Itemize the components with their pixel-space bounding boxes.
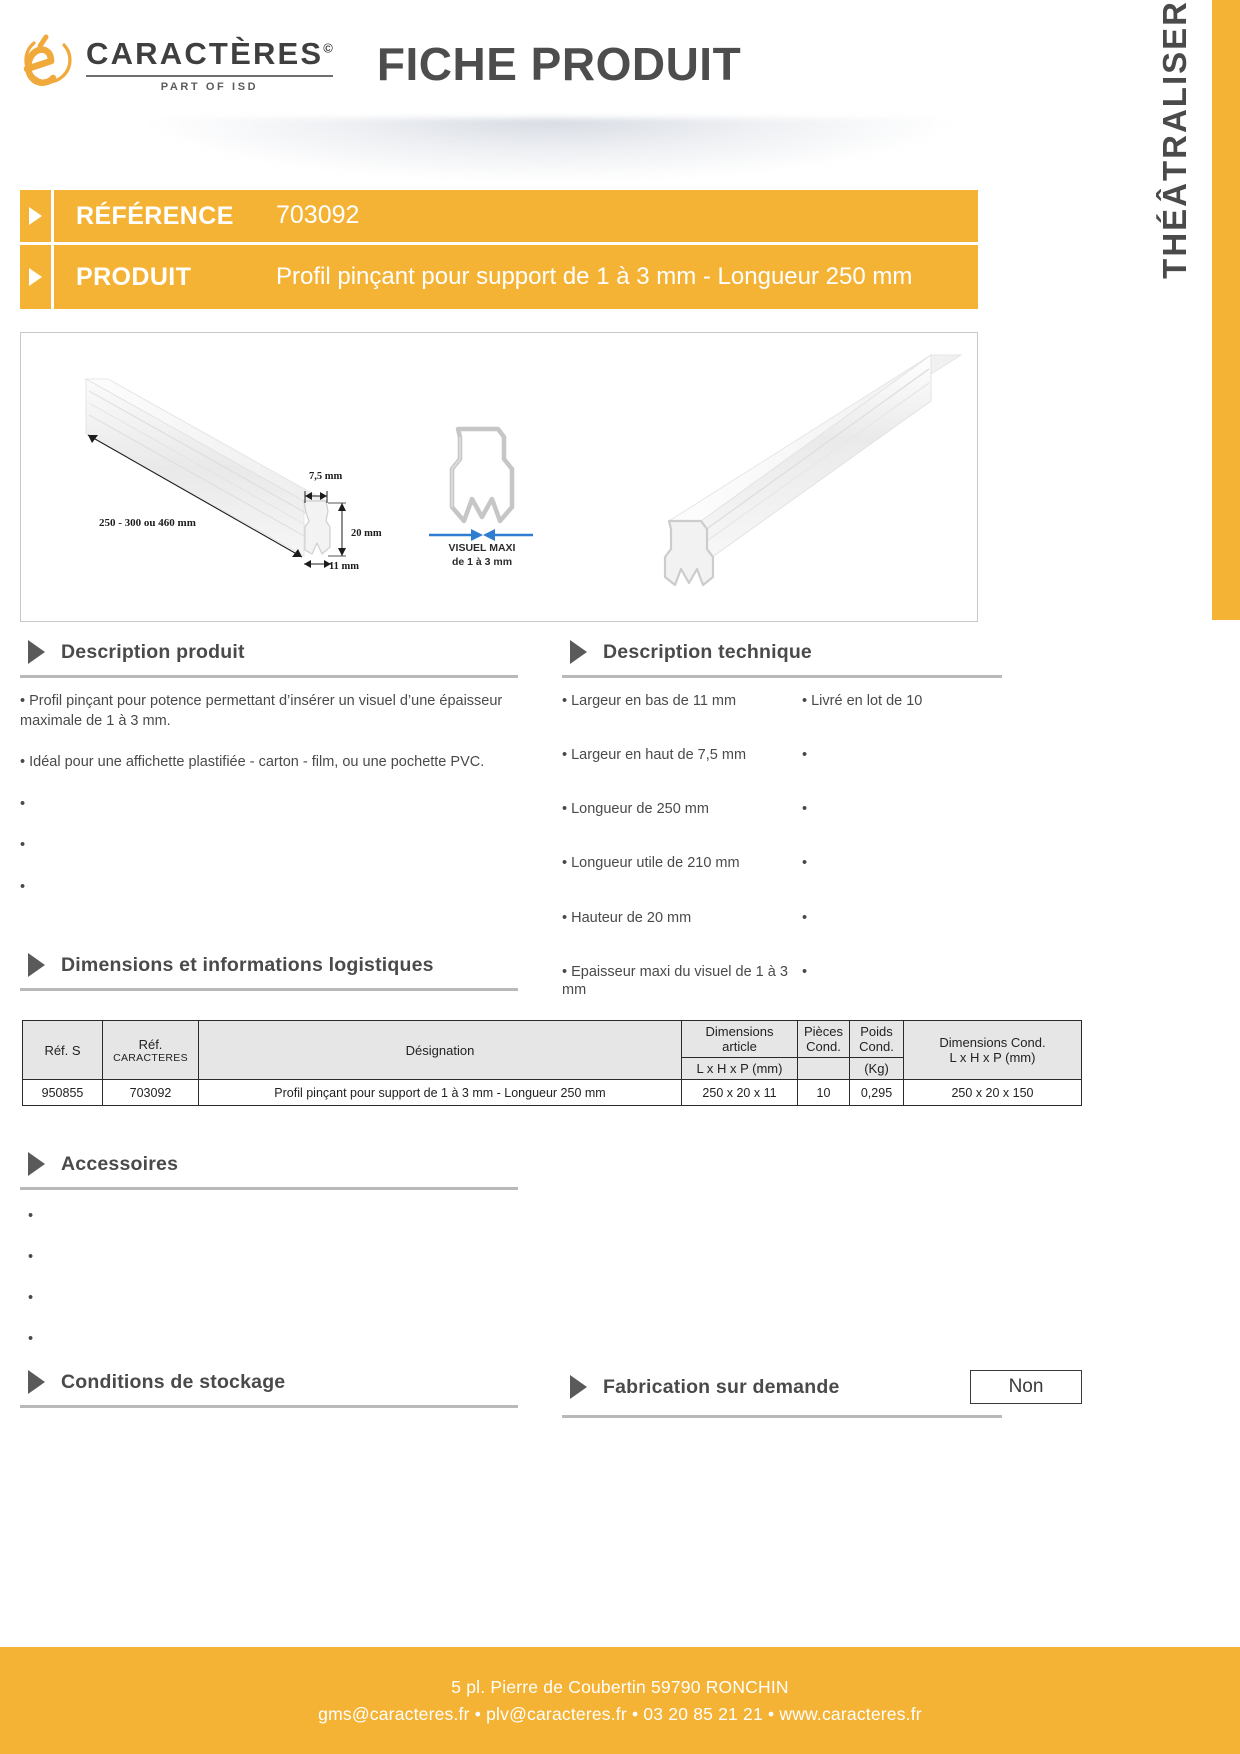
cell-poids-cond: 0,295 [850,1080,904,1106]
dimension-bottom-width-label: 11 mm [329,561,360,572]
list-item: • Livré en lot de 10 [802,692,1002,710]
logo-tagline: PART OF ISD [160,80,259,93]
description-technique-heading [562,640,1002,664]
list-item: • Hauteur de 20 mm [562,909,802,927]
reference-arrow-icon [20,190,54,242]
description-produit-title: Description produit [61,640,245,663]
technique-right-list [802,692,1002,1035]
accessoires-title: Accessoires [61,1152,179,1175]
visual-maxi-caption [417,541,547,569]
section-accessoires [20,1152,518,1372]
list-item: • Epaisseur maxi du visuel de 1 à 3 mm [562,963,802,999]
description-produit-heading [20,640,518,664]
list-item [20,836,518,856]
visual-maxi-line2: de 1 à 3 mm [451,556,513,569]
reference-bar [20,190,978,242]
th-dim-cond-title: Dimensions Cond. [939,1035,1046,1050]
product-photo-render [581,343,981,593]
list-item [802,746,1002,764]
section-conditions-stockage [20,1370,518,1408]
list-item [20,1249,518,1265]
logo-e-icon [18,33,72,95]
footer-address: 5 pl. Pierre de Coubertin 59790 RONCHIN [451,1676,789,1697]
th-ref-caracteres [103,1021,199,1080]
th-dim-cond-sub: L x H x P (mm) [949,1050,1036,1065]
table-body [23,1080,1082,1106]
section-fabrication-sur-demande [562,1370,1082,1418]
fabrication-title: Fabrication sur demande [603,1375,840,1398]
th-dimensions-cond [904,1021,1082,1080]
section-divider [562,1415,1002,1418]
section-divider [20,1187,518,1190]
th-poids-cond [850,1021,904,1058]
logo-wordmark [86,36,333,93]
cell-ref-caracteres: 703092 [103,1080,199,1106]
fabrication-answer-box: Non [970,1370,1082,1404]
th-dim-article-l2: article [722,1039,757,1054]
list-item: • Largeur en haut de 7,5 mm [562,746,802,764]
logo-e-circle-icon [18,33,72,95]
side-category-label [1138,0,1212,620]
th-dimensions-article [682,1021,798,1058]
dimension-top-width-label: 7,5 mm [309,471,343,482]
list-item [20,1331,518,1347]
section-divider [20,1405,518,1408]
section-arrow-icon [570,640,587,664]
logo-name-text: CARACTÈRES [86,35,324,71]
th-pieces-l2: Cond. [806,1039,841,1054]
product-arrow-icon [20,245,54,309]
side-category-text: THÉÂTRALISER [1156,0,1193,279]
reference-label: RÉFÉRENCE [76,201,234,230]
list-item [20,878,518,898]
cell-designation: Profil pinçant pour support de 1 à 3 mm - Longueur 250 mm [199,1080,682,1106]
th-pieces-l1: Pièces [803,1024,844,1039]
section-divider [20,675,518,678]
logistics-table-wrapper [22,1020,1082,1106]
section-divider [20,988,518,991]
logo-name [86,36,333,72]
th-poids-l2: Cond. [859,1039,894,1054]
logo-divider [86,75,333,77]
th-ref-main: Réf. [138,1036,163,1052]
list-item [20,795,518,815]
technique-left-list [562,692,802,1035]
section-description-produit [20,640,518,919]
dimensions-title: Dimensions et informations logistiques [61,953,434,976]
page-footer [0,1647,1240,1754]
cell-dimensions-article: 250 x 20 x 11 [682,1080,798,1106]
list-item: • Longueur de 250 mm [562,800,802,818]
th-poids-l1: Poids [860,1024,893,1039]
description-technique-title: Description technique [603,640,812,663]
stockage-title: Conditions de stockage [61,1370,286,1393]
cell-pieces-cond: 10 [798,1080,850,1106]
th-ref-s: Réf. S [23,1021,103,1080]
logo-copyright: © [323,40,333,56]
company-logo [18,33,333,95]
description-technique-columns [562,692,1002,1035]
dimensions-heading [20,953,518,977]
description-produit-list [20,692,518,897]
fabrication-heading-row [562,1370,1082,1404]
th-dim-article-l1: Dimensions [705,1024,774,1039]
th-dim-article-units: L x H x P (mm) [682,1058,798,1080]
list-item [20,1208,518,1224]
list-item: • Idéal pour une affichette plastifiée - carton - film, ou une pochette PVC. [20,753,518,773]
product-value: Profil pinçant pour support de 1 à 3 mm - Longueur 250 mm [276,262,913,290]
cell-dimensions-cond: 250 x 20 x 150 [904,1080,1082,1106]
section-arrow-icon [28,640,45,664]
th-ref-sub: CARACTERES [113,1051,188,1064]
list-item: • Profil pinçant pour potence permettant d’insérer un visuel d’une épaisseur maximale de 1 à 3 mm. [20,692,518,731]
visual-maxi-line1: VISUEL MAXI [448,542,516,554]
list-item [20,1290,518,1306]
section-arrow-icon [28,953,45,977]
logistics-table [22,1020,1082,1106]
dimension-height-label: 20 mm [351,528,382,539]
list-item [802,800,1002,818]
section-arrow-icon [570,1375,587,1399]
reference-bars [20,190,978,312]
list-item: • Largeur en bas de 11 mm [562,692,802,710]
th-pieces-units [798,1058,850,1080]
side-accent-bar [1212,0,1240,620]
page-title: FICHE PRODUIT [376,38,742,90]
section-arrow-icon [28,1152,45,1176]
reference-value: 703092 [276,201,360,230]
table-head [23,1021,1082,1080]
header-shadow-decoration [150,118,950,180]
section-arrow-icon [28,1370,45,1394]
list-item: • Longueur utile de 210 mm [562,854,802,872]
page-header [0,0,1105,128]
dimension-length-label: 250 - 300 ou 460 mm [99,517,196,529]
product-image-panel [20,332,978,622]
list-item [802,963,1002,981]
table-header-row [23,1021,1082,1058]
section-divider [562,675,1002,678]
fabrication-heading [562,1375,840,1399]
th-poids-units: (Kg) [850,1058,904,1080]
table-row [23,1080,1082,1106]
stockage-heading [20,1370,518,1394]
section-description-technique [562,640,1002,1035]
product-bar [20,245,978,309]
list-item [802,909,1002,927]
list-item [802,854,1002,872]
product-label: PRODUIT [76,262,192,291]
accessoires-heading [20,1152,518,1176]
cell-ref-s: 950855 [23,1080,103,1106]
th-pieces-cond [798,1021,850,1058]
section-dimensions-logistiques [20,953,518,991]
footer-contacts: gms@caracteres.fr • plv@caracteres.fr • 03 20 85 21 21 • www.caracteres.fr [318,1703,922,1724]
th-designation: Désignation [199,1021,682,1080]
accessoires-list [20,1208,518,1347]
